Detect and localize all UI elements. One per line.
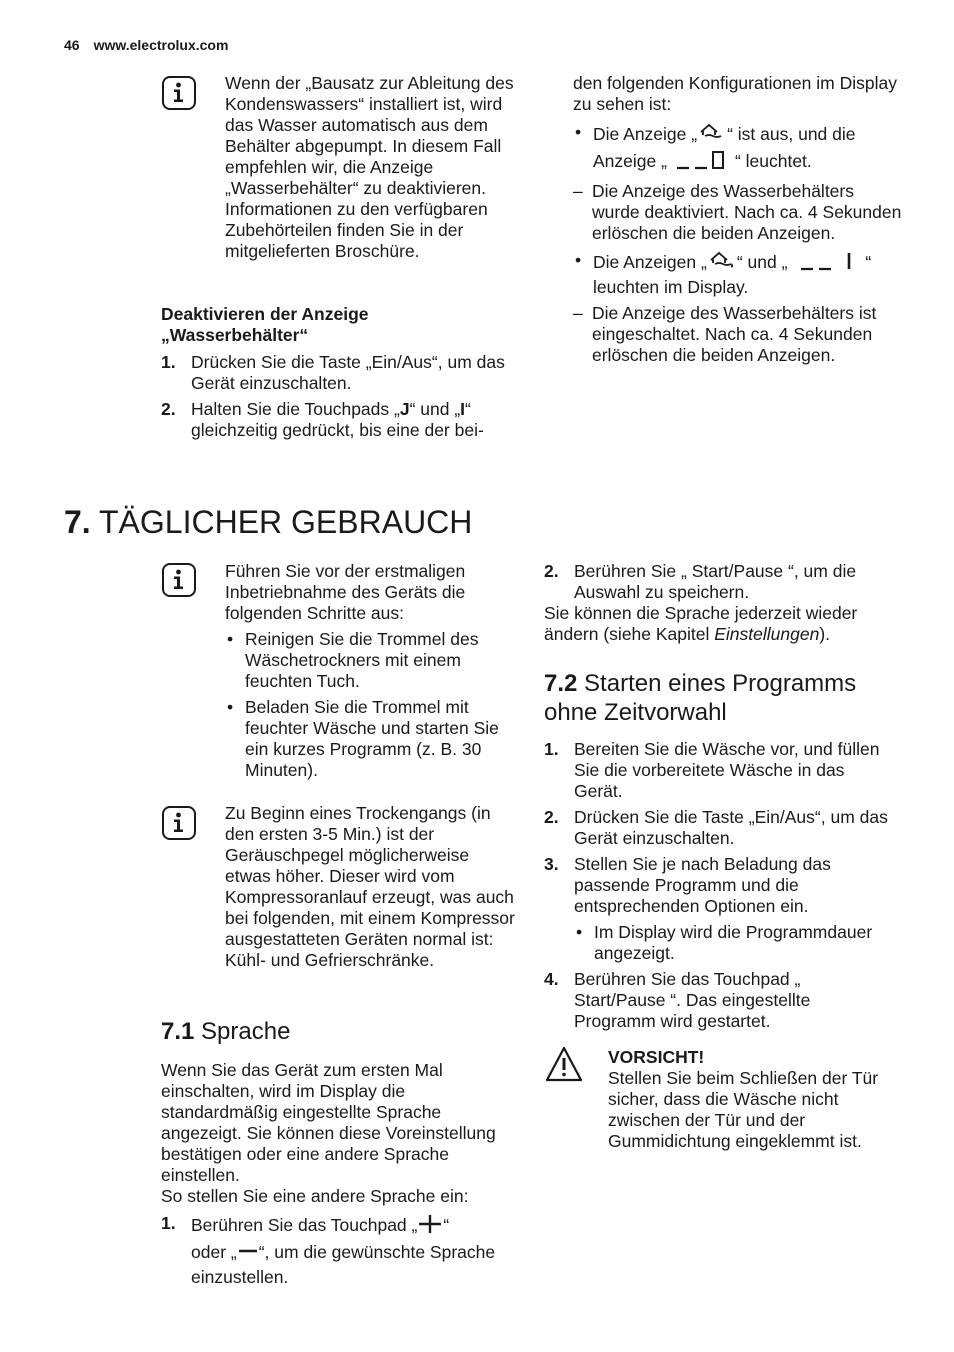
page-header [64,37,242,53]
list-item: 1. Drücken Sie die Taste „Ein/Aus“, um das Gerät einzuschalten. [161,352,505,393]
caution-text: Stellen Sie beim Schließen der Tür sicher, dass die Wäsche nicht zwischen der Tür und der Gummidichtung eingeklemmt ist. [608,1068,879,1151]
plus-icon [417,1213,443,1240]
section-7-2-title: 7.2 Starten eines Programms ohne Zeitvorwahl [544,670,857,726]
list-item: 1. Bereiten Sie die Wäsche vor, und füllen Sie die vorbereitete Wäsche in das Gerät. [544,739,880,801]
warning-icon [545,1046,583,1087]
list-item: 2. Drücken Sie die Taste „Ein/Aus“, um das Gerät einzuschalten. [544,807,888,848]
water-tank-off-display-icon [675,149,727,176]
caution-title: VORSICHT! [608,1047,705,1067]
dry-display-icon [707,250,737,277]
dry-display-icon [697,122,727,149]
list-item: 2. Halten Sie die Touchpads „J“ und „I“ gleichzeitig gedrückt, bis eine der bei- [161,399,484,440]
info-icon [162,806,196,840]
note-text: Wenn der „Bausatz zur Ableitung des Kondenswassers“ installiert ist, wird das Wasser automatisch aus dem Behälter abgepumpt. In diesem Fall empfehlen wir, die Anzeige „Wasserbehälter“ zu deaktivieren. [225,73,514,198]
section-7-2-steps [544,739,894,1037]
info-icon [162,76,196,110]
deactivate-steps [161,352,506,446]
note-text: Zu Beginn eines Trockengangs (in den ersten 3-5 Min.) ist der Geräuschpegel möglicherweise etwas höher. Dieser wird vom Kompressoranlauf erzeugt, was auch bei folgenden, mit einem Kompressor ausgestatteten Geräten normal ist: Kühl- und Gefrierschränke. [225,803,515,970]
top-right-column [573,73,903,371]
continued-text: den folgenden Konfigurationen im Display zu sehen ist: [573,73,897,114]
list-item: 4. Berühren Sie das Touchpad „ Start/Pause “. Das eingestellte Programm wird gestartet. [544,969,811,1031]
list-item: – Die Anzeige des Wasserbehälters ist eingeschaltet. Nach ca. 4 Sekunden erlöschen die beiden Anzeigen. [573,303,877,365]
section-7-1-body: Wenn Sie das Gerät zum ersten Mal einschalten, wird im Display die standardmäßig eingestellte Sprache angezeigt. Sie können diese Voreinstellung bestätigen oder eine andere Sprache einstellen. So stellen Sie eine andere Sprache ein: 1. Berühren Sie das Touchpad „ “ oder „ “, um die gewünschte Sprache einzustellen. [161,1060,513,1293]
list-item: 3. Stellen Sie je nach Beladung das passende Programm und die entsprechenden Optionen ein. • Im Display wird die Programmdauer angezeigt. [544,854,894,964]
minus-icon [237,1240,259,1267]
list-item: – Die Anzeige des Wasserbehälters wurde deaktiviert. Nach ca. 4 Sekunden erlöschen die beiden Anzeigen. [573,181,902,243]
water-tank-on-display-icon [797,250,855,277]
site-url: www.electrolux.com [93,37,229,53]
chapter-title: 7. TÄGLICHER GEBRAUCH [64,504,473,540]
info-icon [162,563,196,597]
section-7-1-continued: 2. Berühren Sie „ Start/Pause “, um die Auswahl zu speichern. Sie können die Sprache jederzeit wieder ändern (siehe Kapitel Einstellungen). [544,561,889,645]
list-item: 1. Berühren Sie das Touchpad „ “ oder „ “, um die gewünschte Sprache einzustellen. [161,1213,496,1287]
sub-heading: Deaktivieren der Anzeige „Wasserbehälter“ [161,304,369,345]
note-noise [225,803,515,971]
list-item: • Die Anzeige „ “ ist aus, und die Anzeige „ “ leuchtet. [573,122,903,176]
list-item: • Die Anzeigen „ “ und „ “ leuchten im Display. [575,250,872,297]
caution-box [608,1047,903,1152]
list-item: 2. Berühren Sie „ Start/Pause “, um die Auswahl zu speichern. [544,561,857,602]
list-item: • Beladen Sie die Trommel mit feuchter Wäsche und starten Sie ein kurzes Programm (z. B. 30 Minuten). [227,697,499,780]
list-item: • Reinigen Sie die Trommel des Wäschetrockners mit einem feuchten Tuch. [227,629,479,691]
section-7-1-title: 7.1 Sprache [161,1018,291,1045]
note-first-use [225,561,513,786]
note-condensate [225,73,515,262]
note-text: Informationen zu den verfügbaren Zubehörteilen finden Sie in der mitgelieferten Broschüre. [225,199,488,261]
page-number: 46 [64,37,80,53]
list-item: • Im Display wird die Programmdauer angezeigt. [576,922,873,963]
note-text: Führen Sie vor der erstmaligen Inbetriebnahme des Geräts die folgenden Schritte aus: [225,561,466,623]
